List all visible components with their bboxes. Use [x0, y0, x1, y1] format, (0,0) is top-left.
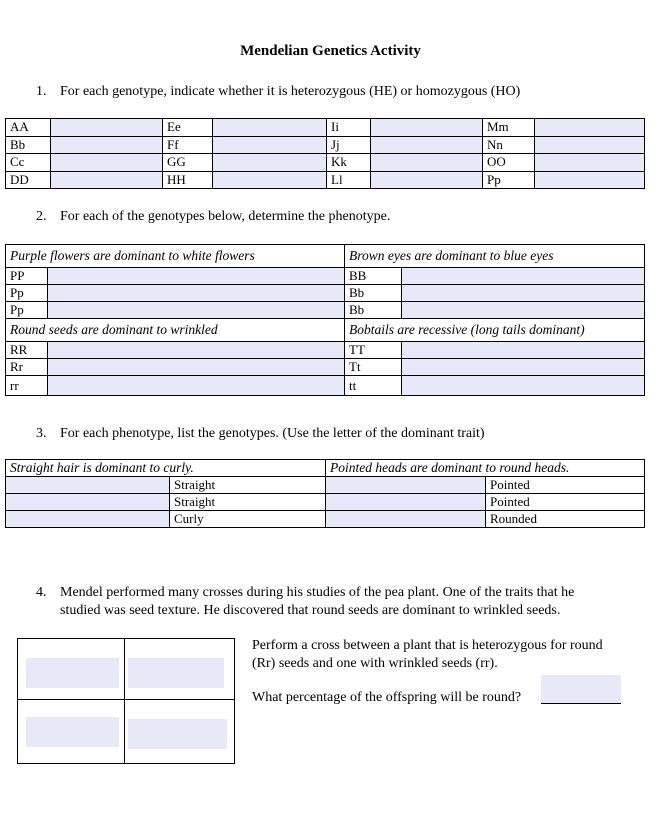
question-1-text: For each genotype, indicate whether it is heterozygous (HE) or homozygous (HO) [60, 84, 521, 99]
genotype-row [6, 119, 645, 137]
punnett-divider-horizontal [18, 699, 234, 700]
zygosity-answer-input[interactable] [535, 154, 645, 172]
genotype-cell: BB [345, 268, 402, 285]
zygosity-answer-input[interactable] [213, 119, 327, 137]
zygosity-answer-input[interactable] [371, 136, 483, 154]
question-1-number: 1. [36, 84, 47, 99]
zygosity-answer-input[interactable] [51, 154, 163, 172]
genotype-cell: Bb [345, 285, 402, 302]
question-2 [36, 208, 391, 225]
genotype-row [6, 171, 645, 189]
question-3-number: 3. [36, 426, 47, 441]
question-2-number: 2. [36, 209, 47, 224]
hair-header: Straight hair is dominant to curly. [6, 460, 326, 477]
genotype-cell: Cc [6, 154, 51, 172]
phenotype-table [5, 244, 645, 396]
eye-header: Brown eyes are dominant to blue eyes [345, 245, 645, 268]
genotype-cell: tt [345, 376, 402, 396]
punnett-cell-input[interactable] [128, 658, 224, 688]
cross-instruction-line1: Perform a cross between a plant that is heterozygous for round [252, 638, 603, 653]
phenotype-cell: Rounded [486, 511, 645, 528]
punnett-cell-input[interactable] [26, 658, 119, 688]
zygosity-answer-input[interactable] [371, 119, 483, 137]
zygosity-answer-input[interactable] [51, 171, 163, 189]
tail-header: Bobtails are recessive (long tails dominant) [345, 319, 645, 342]
genotype-cell: DD [6, 171, 51, 189]
phenotype-to-genotype-table [5, 459, 645, 528]
genotype-cell: Ii [327, 119, 371, 137]
head-header: Pointed heads are dominant to round heads. [326, 460, 645, 477]
zygosity-answer-input[interactable] [213, 171, 327, 189]
phenotype-answer-input[interactable] [402, 342, 645, 359]
genotype-cell: GG [163, 154, 213, 172]
question-3 [36, 425, 485, 442]
genotype-cell: OO [483, 154, 535, 172]
phenotype-answer-input[interactable] [402, 268, 645, 285]
genotype-cell: Nn [483, 136, 535, 154]
phenotype-answer-input[interactable] [402, 302, 645, 319]
zygosity-answer-input[interactable] [371, 154, 483, 172]
question-1 [36, 83, 521, 100]
phenotype-cell: Curly [170, 511, 326, 528]
question-4-number: 4. [36, 585, 47, 600]
genotype-answer-input[interactable] [326, 494, 486, 511]
punnett-divider-vertical [124, 639, 125, 763]
phenotype-cell: Straight [170, 494, 326, 511]
punnett-square [17, 638, 235, 764]
genotype-cell: Rr [6, 359, 48, 376]
phenotype-answer-input[interactable] [48, 268, 345, 285]
genotype-answer-input[interactable] [6, 511, 170, 528]
punnett-cell-input[interactable] [26, 717, 119, 747]
phenotype-cell: Straight [170, 477, 326, 494]
cross-instruction-line2: (Rr) seeds and one with wrinkled seeds (rr). [252, 656, 498, 671]
genotype-cell: Pp [6, 302, 48, 319]
zygosity-answer-input[interactable] [371, 171, 483, 189]
question-4-text-line2: studied was seed texture. He discovered that round seeds are dominant to wrinkled seeds. [60, 603, 561, 618]
phenotype-answer-input[interactable] [48, 359, 345, 376]
phenotype-answer-input[interactable] [48, 302, 345, 319]
zygosity-answer-input[interactable] [535, 171, 645, 189]
phenotype-answer-input[interactable] [402, 285, 645, 302]
genotype-cell: Ll [327, 171, 371, 189]
flower-header: Purple flowers are dominant to white flowers [6, 245, 345, 268]
phenotype-cell: Pointed [486, 477, 645, 494]
genotype-cell: Bb [345, 302, 402, 319]
zygosity-answer-input[interactable] [535, 136, 645, 154]
genotype-cell: RR [6, 342, 48, 359]
zygosity-answer-input[interactable] [213, 154, 327, 172]
question-4-text-line1: Mendel performed many crosses during his studies of the pea plant. One of the traits that he [60, 585, 575, 600]
question-3-text: For each phenotype, list the genotypes. (Use the letter of the dominant trait) [60, 426, 485, 441]
page-title: Mendelian Genetics Activity [240, 43, 421, 59]
zygosity-answer-input[interactable] [51, 136, 163, 154]
genotype-row [6, 136, 645, 154]
genotype-answer-input[interactable] [6, 477, 170, 494]
genotype-cell: Bb [6, 136, 51, 154]
genotype-cell: Pp [483, 171, 535, 189]
phenotype-answer-input[interactable] [402, 359, 645, 376]
zygosity-answer-input[interactable] [51, 119, 163, 137]
question-2-text: For each of the genotypes below, determine the phenotype. [60, 209, 391, 224]
genotype-cell: rr [6, 376, 48, 396]
genotype-cell: HH [163, 171, 213, 189]
genotype-table [5, 118, 645, 189]
phenotype-answer-input[interactable] [48, 285, 345, 302]
genotype-cell: Jj [327, 136, 371, 154]
percentage-answer-input[interactable] [541, 675, 621, 704]
seed-header: Round seeds are dominant to wrinkled [6, 319, 345, 342]
question-4 [36, 584, 575, 601]
phenotype-answer-input[interactable] [48, 376, 345, 396]
genotype-answer-input[interactable] [326, 511, 486, 528]
genotype-cell: TT [345, 342, 402, 359]
phenotype-answer-input[interactable] [48, 342, 345, 359]
genotype-cell: Tt [345, 359, 402, 376]
phenotype-answer-input[interactable] [402, 376, 645, 396]
genotype-cell: Mm [483, 119, 535, 137]
genotype-cell: Ee [163, 119, 213, 137]
genotype-cell: AA [6, 119, 51, 137]
genotype-cell: Ff [163, 136, 213, 154]
punnett-cell-input[interactable] [128, 719, 227, 749]
genotype-cell: Pp [6, 285, 48, 302]
genotype-row [6, 154, 645, 172]
zygosity-answer-input[interactable] [213, 136, 327, 154]
genotype-answer-input[interactable] [6, 494, 170, 511]
genotype-cell: Kk [327, 154, 371, 172]
percentage-question: What percentage of the offspring will be round? [252, 690, 522, 705]
zygosity-answer-input[interactable] [535, 119, 645, 137]
phenotype-cell: Pointed [486, 494, 645, 511]
genotype-answer-input[interactable] [326, 477, 486, 494]
genotype-cell: PP [6, 268, 48, 285]
